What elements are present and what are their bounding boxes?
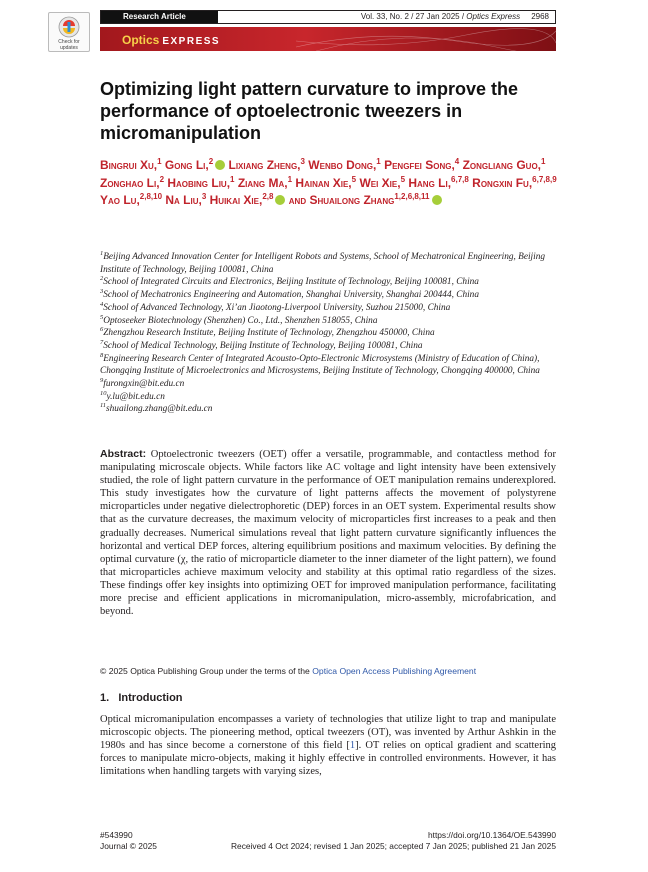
author-name: Huikai Xie, xyxy=(209,193,263,207)
orcid-icon[interactable] xyxy=(432,195,442,205)
author xyxy=(229,158,305,172)
author-name: Zongliang Guo, xyxy=(462,158,542,172)
author xyxy=(238,176,292,190)
author-name: Wei Xie, xyxy=(359,175,401,190)
affiliation-number: 6 xyxy=(100,326,104,334)
author-name: Pengfei Song, xyxy=(384,158,455,172)
intro-text-2: ]. OT relies on optical gradient and scattering forces to manipulate micro-objects, making it highly effective in controlled environments. However, it has limitations when handling targets with varying sizes, xyxy=(100,740,556,778)
affiliation-text: Optoseeker Biotechnology (Shenzhen) Co., Ltd., Shenzhen 518055, China xyxy=(103,315,378,326)
section-number: 1. xyxy=(100,692,110,704)
copyright-line xyxy=(100,666,556,676)
author xyxy=(472,176,556,190)
journal-name: Optics Express xyxy=(466,12,521,21)
affiliation-number: 8 xyxy=(100,351,104,359)
footer-right xyxy=(231,830,556,852)
author xyxy=(210,193,286,207)
affiliation-item xyxy=(100,403,560,416)
journal-logo xyxy=(122,31,220,49)
affiliation-text: School of Advanced Technology, Xi’an Jiaotong-Liverpool University, Suzhou 215000, China xyxy=(103,302,451,313)
author-name: Lixiang Zheng, xyxy=(228,158,301,172)
affiliation-number: 3 xyxy=(100,288,104,296)
affiliation-item xyxy=(100,340,560,353)
paper-title: Optimizing light pattern curvature to improve the performance of optoelectronic tweezers in micromanipulation xyxy=(100,79,519,143)
affiliation-number: 10 xyxy=(100,389,107,397)
affiliation-number: 2 xyxy=(100,275,104,283)
author-affiliation-number: 4 xyxy=(454,157,460,166)
author-name: Wenbo Dong, xyxy=(308,158,377,172)
author-affiliation-number: 3 xyxy=(201,192,207,201)
journal-header-bar xyxy=(100,10,556,24)
affiliation-number: 11 xyxy=(100,402,107,410)
author-name: Hainan Xie, xyxy=(295,175,352,190)
article-type: Research Article xyxy=(101,11,218,23)
author-affiliation-number: 2 xyxy=(159,174,165,184)
intro-paragraph xyxy=(100,713,556,778)
author-affiliation-number: 6,7,8 xyxy=(451,174,469,184)
abstract xyxy=(100,448,556,618)
affiliation-text: School of Mechatronics Engineering and Automation, Shanghai University, Shanghai 200444, China xyxy=(103,290,479,301)
author xyxy=(100,176,164,190)
author-affiliation-number: 1 xyxy=(157,157,162,166)
affiliation-item xyxy=(100,378,560,391)
author xyxy=(289,193,442,207)
logo-optics: Optics xyxy=(122,33,160,47)
author-affiliation-number: 2,8 xyxy=(262,192,274,201)
journal-banner xyxy=(100,27,556,51)
author-affiliation-number: 3 xyxy=(300,157,305,166)
check-for-updates-badge[interactable] xyxy=(48,12,90,52)
affiliation-text: Zhengzhou Research Institute, Beijing Institute of Technology, Zhengzhou 450000, China xyxy=(103,328,435,339)
author-name: Hang Li, xyxy=(408,175,452,190)
affiliation-text[interactable]: y.lu@bit.edu.cn xyxy=(106,391,165,402)
citation-link[interactable]: 1 xyxy=(349,740,356,752)
author-name: Haobing Liu, xyxy=(167,175,231,190)
affiliation-number: 7 xyxy=(100,338,104,346)
affiliation-item xyxy=(100,276,560,289)
abstract-label: Abstract: xyxy=(100,448,147,460)
affiliation-text[interactable]: furongxin@bit.edu.cn xyxy=(103,379,185,390)
orcid-icon[interactable] xyxy=(275,195,285,205)
journal-copyright: Journal © 2025 xyxy=(100,841,157,851)
author-name: Na Liu, xyxy=(165,193,202,207)
author xyxy=(308,158,380,172)
volume-info xyxy=(361,11,549,23)
author xyxy=(167,176,234,190)
volume-text: Vol. 33, No. 2 / 27 Jan 2025 / xyxy=(360,12,465,21)
author-affiliation-number: 5 xyxy=(351,174,357,184)
affiliation-text[interactable]: shuailong.zhang@bit.edu.cn xyxy=(106,404,213,415)
affiliation-text: Engineering Research Center of Integrated Acousto-Opto-Electronic Microsystems (Ministry of Education of China), Chongqing Institute of Microelectronics and Microsystems, Beijing Institute of Technology, Chongqing 400000, China xyxy=(100,353,540,377)
author-affiliation-number: 2 xyxy=(208,157,214,166)
footer-left xyxy=(100,830,157,852)
author-name: Zonghao Li, xyxy=(100,175,160,190)
author-name: Ziang Ma, xyxy=(237,175,288,190)
affiliation-item xyxy=(100,391,560,404)
doi-link[interactable]: https://doi.org/10.1364/OE.543990 xyxy=(427,830,556,840)
author-affiliation-number: 1 xyxy=(376,157,381,166)
publication-dates: Received 4 Oct 2024; revised 1 Jan 2025; accepted 7 Jan 2025; published 21 Jan 2025 xyxy=(231,841,556,851)
intro-text-1: Optical micromanipulation encompasses a variety of technologies that utilize light to trap and manipulate microscopic objects. The pioneering method, optical tweezers (OT), was invented by Arthur Ashkin in the 1980s and has since become a cornerstone of this field [ xyxy=(100,714,556,752)
affiliation-number: 1 xyxy=(100,249,104,257)
author xyxy=(100,158,162,172)
check-updates-label: Check for updates xyxy=(58,39,80,51)
author-affiliation-number: 1,2,6,8,11 xyxy=(394,192,430,201)
affiliation-number: 4 xyxy=(100,300,104,308)
author xyxy=(295,176,356,190)
affiliation-item xyxy=(100,353,560,378)
open-access-link[interactable]: Optica Open Access Publishing Agreement xyxy=(312,666,477,676)
author-name: Gong Li, xyxy=(164,158,209,172)
page-number: 2968 xyxy=(531,12,549,21)
affiliation-item xyxy=(100,302,560,315)
author-affiliation-number: 5 xyxy=(400,174,406,184)
author xyxy=(165,158,225,172)
affiliation-number: 5 xyxy=(100,313,104,321)
author-name: and Shuailong Zhang xyxy=(288,193,395,207)
author xyxy=(100,193,162,207)
author-name: Yao Lu, xyxy=(100,193,140,207)
author-name: Rongxin Fu, xyxy=(472,175,533,190)
affiliation-item xyxy=(100,289,560,302)
author-name: Bingrui Xu, xyxy=(100,158,158,172)
banner-pattern-icon xyxy=(296,27,556,51)
author xyxy=(463,158,546,172)
author-affiliation-number: 1 xyxy=(541,157,546,166)
section-heading xyxy=(100,692,183,704)
article-id: #543990 xyxy=(100,830,133,840)
author-affiliation-number: 2,8,10 xyxy=(139,192,163,201)
author-list xyxy=(100,157,570,210)
affiliation-number: 9 xyxy=(100,376,104,384)
author-affiliation-number: 1 xyxy=(287,174,293,184)
author xyxy=(384,158,459,172)
author-affiliation-number: 1 xyxy=(230,174,235,184)
logo-express: EXPRESS xyxy=(162,36,221,47)
author xyxy=(359,176,405,190)
affiliation-text: School of Medical Technology, Beijing Institute of Technology, Beijing 100081, China xyxy=(103,340,423,351)
author-affiliation-number: 6,7,8,9 xyxy=(532,174,557,184)
author xyxy=(165,193,206,207)
orcid-icon[interactable] xyxy=(215,160,225,170)
affiliation-text: School of Integrated Circuits and Electronics, Beijing Institute of Technology, Beijing 100081, China xyxy=(103,277,479,288)
affiliation-item xyxy=(100,315,560,328)
abstract-text: Optoelectronic tweezers (OET) offer a versatile, programmable, and contactless method for manipulating microscale objects. While factors like AC voltage and light intensity have been extensively studied, the role of light pattern curvature in the performance of OET manipulation remains underexplored. This study investigates how the curvature of light patterns affects the movement of polystyrene microparticles under negative dielectrophoretic (DEP) forces in an OET system. Experimental results show that as the curvature decreases, the maximum velocity of microparticles first increases to a peak and then gradually decreases. Numerical simulations reveal that light pattern curvature significantly influences the horizontal and vertical DEP forces, altering equilibrium positions and maximum velocities. By defining the optimal curvature (χ, the ratio of microparticle diameter to the inner diameter of the light pattern), we found that microparticles achieve maximum velocity and stability at this optimal ratio regardless of the sizes. These findings offer key insights into optimizing OET for improved manipulation performance, facilitating more precise and efficient applications in micromanipulation, micro-assembly, microfabrication, and beyond. xyxy=(100,449,556,618)
affiliation-item xyxy=(100,251,560,276)
affiliation-text: Beijing Advanced Innovation Center for Intelligent Robots and Systems, School of Mechatronical Engineering, Beijing Institute of Technology, Beijing 100081, China xyxy=(100,252,546,275)
check-updates-icon xyxy=(58,16,80,38)
affiliation-list xyxy=(100,251,560,416)
copyright-text: © 2025 Optica Publishing Group under the terms of the xyxy=(100,666,310,676)
author xyxy=(408,176,468,190)
affiliation-item xyxy=(100,327,560,340)
section-title: Introduction xyxy=(118,692,183,704)
